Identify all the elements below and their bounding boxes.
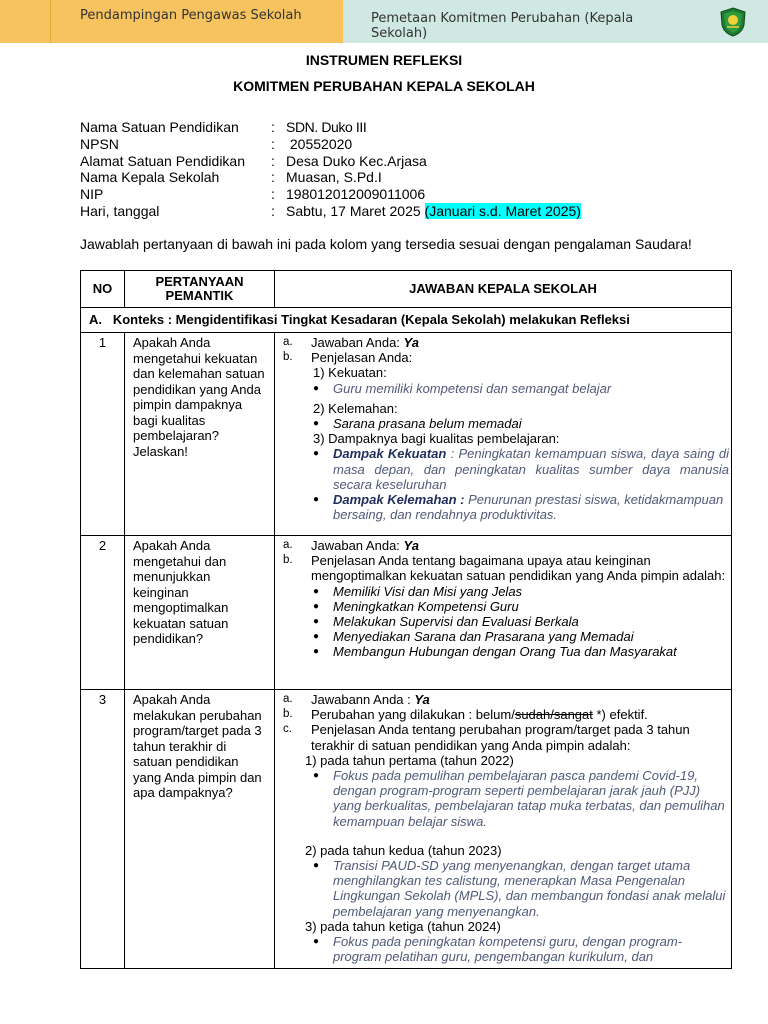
info-colon: : [271, 186, 275, 203]
list-marker: b. [283, 351, 293, 364]
year2-item: Transisi PAUD-SD yang menyenangkan, dengan target utama menghilangkan tes calistung, menerapkan Masa Pengenalan Lingkungan Sekolah (MPLS), dan membangun fondasi anak melalui pembelajaran yang menyenangkan. [333, 858, 726, 919]
info-row-nip [80, 186, 581, 203]
list-item [283, 934, 729, 964]
list-item-text: Membangun Hubungan dengan Orang Tua dan Masyarakat [333, 644, 677, 660]
identity-info-block [80, 119, 581, 220]
info-label: Nama Kepala Sekolah [80, 169, 220, 186]
answer-cell [275, 690, 732, 969]
header-left-band [0, 0, 343, 43]
info-colon: : [271, 202, 275, 219]
info-value: Muasan, S.Pd.I [286, 169, 382, 186]
header-left-text: Pendampingan Pengawas Sekolah [80, 8, 302, 23]
question-text: Apakah Anda mengetahui kekuatan dan kelemahan satuan pendidikan yang Anda pimpin dampaknya bagi kualitas pembelajaran? Jelaskan! [125, 333, 275, 536]
kekuatan-label: 1) Kekuatan: [313, 365, 387, 381]
list-item [283, 858, 729, 919]
table-header-row [81, 271, 732, 308]
bullet-icon: ● [313, 382, 320, 394]
list-marker: b. [283, 708, 293, 721]
table-row [81, 536, 732, 690]
list-item [283, 446, 729, 492]
info-row-npsn [80, 136, 581, 153]
question-text: Apakah Anda melakukan perubahan program/target pada 3 tahun terakhir di satuan pendidikan yang Anda pimpin dan apa dampaknya? [125, 690, 275, 969]
info-label: Alamat Satuan Pendidikan [80, 152, 245, 169]
list-marker: c. [283, 723, 292, 736]
kelemahan-item: Sarana prasana belum memadai [333, 416, 522, 432]
answer-label: Jawaban Anda: [311, 538, 404, 553]
answer-cell [275, 536, 732, 690]
info-colon: : [271, 152, 275, 169]
list-marker: a. [283, 336, 293, 348]
answer-item-a [283, 538, 729, 553]
col-answer-header: JAWABAN KEPALA SEKOLAH [275, 271, 732, 308]
struck-options: sudah/sangat [514, 707, 593, 723]
list-item [283, 492, 729, 522]
list-item-text: Menyediakan Sarana dan Prasarana yang Memadai [333, 629, 634, 645]
list-item [283, 644, 729, 659]
answer-label: Penjelasan Anda tentang bagaimana upaya atau keinginan mengoptimalkan kekuatan satuan pendidikan yang Anda pimpin adalah: [311, 553, 726, 584]
date-text: Sabtu, 17 Maret 2025 [286, 202, 425, 219]
dampak-kekuatan-text: : Peningkatan kemampuan siswa, daya saing di masa depan, dan peningkatan kualitas sumber daya manusia secara keseluruhan [333, 446, 729, 492]
info-label: Nama Satuan Pendidikan [80, 119, 239, 135]
info-colon: : [271, 119, 275, 135]
answer-item-b [283, 553, 729, 583]
header-right-band [343, 0, 768, 43]
dampak-kelemahan-label: Dampak Kelemahan : [333, 492, 465, 508]
dampak-label: 3) Dampaknya bagi kualitas pembelajaran: [313, 431, 560, 447]
list-item-text: Memiliki Visi dan Misi yang Jelas [333, 583, 523, 599]
info-row-address [80, 153, 581, 170]
col-question-header: PERTANYAAN PEMANTIK [125, 271, 275, 308]
answer-label: Perubahan yang dilakukan : belum/ [311, 707, 515, 723]
row-number: 3 [81, 690, 125, 969]
table-row [81, 690, 732, 969]
info-value: SDN. Duko III [286, 119, 367, 135]
answer-item-c [283, 722, 729, 752]
year3-label: 3) pada tahun ketiga (tahun 2024) [305, 918, 501, 934]
list-item [283, 629, 729, 644]
table-row [81, 333, 732, 536]
date-period-highlight: (Januari s.d. Maret 2025) [424, 202, 581, 219]
col-no-header: NO [81, 271, 125, 308]
list-marker: b. [283, 554, 293, 567]
list-marker: a. [283, 539, 293, 551]
bullet-icon: ● [313, 646, 320, 658]
info-label: NIP [80, 186, 104, 203]
list-marker: a. [283, 693, 293, 705]
row-number: 2 [81, 536, 125, 690]
answer-item-b [283, 350, 729, 365]
answer-label: Penjelasan Anda tentang perubahan program/target pada 3 tahun terakhir di satuan pendidikan yang Anda pimpin adalah: [311, 722, 690, 753]
year1-label: 1) pada tahun pertama (tahun 2022) [305, 752, 514, 768]
info-label: Hari, tanggal [80, 202, 160, 219]
answer-label: Jawaban Anda: [311, 335, 404, 350]
answer-cell [275, 333, 732, 536]
info-value: 198012012009011006 [286, 186, 426, 203]
info-row-principal [80, 169, 581, 186]
list-item [283, 381, 729, 396]
kelemahan-label: 2) Kelemahan: [313, 400, 398, 416]
section-title: A. Konteks : Mengidentifikasi Tingkat Kesadaran (Kepala Sekolah) melakukan Refleksi [81, 308, 732, 333]
reflection-table [80, 270, 732, 969]
document-title: INSTRUMEN REFLEKSI [305, 52, 463, 68]
list-item [283, 599, 729, 614]
info-value [286, 203, 581, 220]
dampak-kelemahan-text: Penurunan prestasi siswa, ketidakmampuan bersaing, dan rendahnya produktivitas. [333, 492, 724, 523]
answer-item-a [283, 692, 729, 707]
info-colon: : [271, 135, 275, 152]
info-row-school [80, 119, 581, 136]
bullet-icon: ● [313, 616, 320, 628]
answer-label-end: *) efektif. [592, 707, 648, 723]
answer-label: Penjelasan Anda: [311, 350, 413, 366]
bullet-icon: ● [313, 860, 320, 872]
question-text: Apakah Anda mengetahui dan menunjukkan keinginan mengoptimalkan kekuatan satuan pendidikan? [125, 536, 275, 690]
list-item [283, 768, 729, 829]
bullet-icon: ● [313, 770, 320, 782]
bullet-icon: ● [313, 418, 320, 430]
school-shield-logo-icon [718, 7, 748, 37]
list-item [283, 584, 729, 599]
list-item [283, 614, 729, 629]
list-item-text: Meningkatkan Kompetensi Guru [333, 598, 519, 614]
list-item-text: Melakukan Supervisi dan Evaluasi Berkala [333, 614, 579, 630]
answer-value: Ya [414, 692, 430, 707]
dampak-kekuatan-label: Dampak Kekuatan [333, 446, 447, 462]
answer-value: Ya [403, 335, 419, 350]
section-row [81, 308, 732, 333]
year2-label: 2) pada tahun kedua (tahun 2023) [305, 842, 502, 858]
year1-item: Fokus pada pemulihan pembelajaran pasca pandemi Covid-19, dengan program-program seperti pembelajaran jarak jauh (PJJ) yang berkualitas, pembelajaran tatap muka terbatas, dan pemulihan kemampuan belajar siswa. [333, 768, 725, 829]
answer-value: Ya [403, 538, 419, 553]
info-colon: : [271, 169, 275, 186]
bullet-icon: ● [313, 585, 320, 597]
header-right-text: Pemetaan Komitmen Perubahan (Kepala Sekolah) [371, 11, 634, 41]
kekuatan-item: Guru memiliki kompetensi dan semangat belajar [333, 380, 612, 396]
bullet-icon: ● [313, 600, 320, 612]
bullet-icon: ● [313, 494, 320, 506]
list-item [283, 416, 729, 431]
answer-item-a [283, 335, 729, 350]
document-subtitle: KOMITMEN PERUBAHAN KEPALA SEKOLAH [233, 78, 535, 94]
row-number: 1 [81, 333, 125, 536]
bullet-icon: ● [313, 631, 320, 643]
info-value: 20552020 [286, 135, 353, 152]
info-value: Desa Duko Kec.Arjasa [286, 152, 427, 169]
year3-item: Fokus pada peningkatan kompetensi guru, dengan program-program pelatihan guru, pengembangan kurikulum, dan [333, 934, 683, 965]
instruction-text: Jawablah pertanyaan di bawah ini pada kolom yang tersedia sesuai dengan pengalaman Saudara! [80, 236, 692, 252]
info-label: NPSN [80, 135, 119, 152]
answer-label: Jawabann Anda : [311, 692, 415, 707]
bullet-icon: ● [313, 448, 320, 460]
bullet-icon: ● [313, 936, 320, 948]
answer-item-b [283, 707, 729, 722]
page-header [0, 0, 768, 43]
info-row-date [80, 203, 581, 220]
